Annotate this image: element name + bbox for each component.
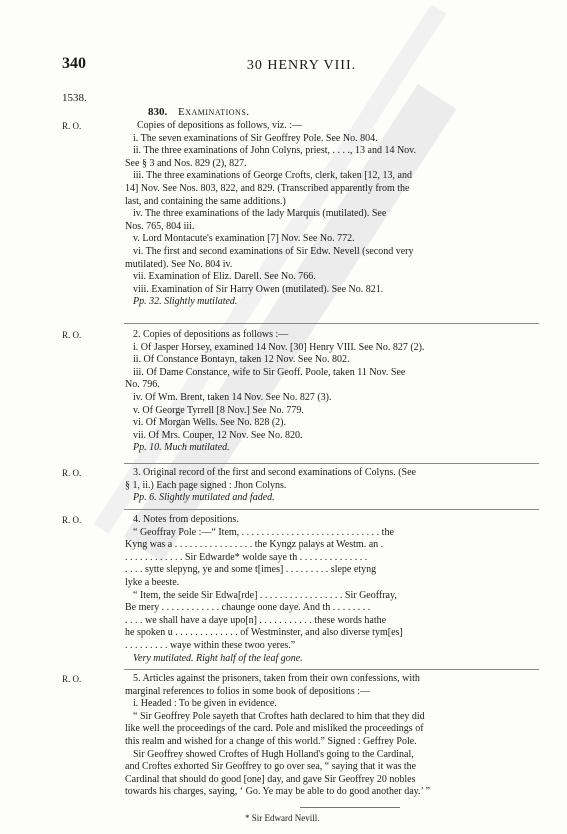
text-line: “ Sir Geoffrey Pole sayeth that Croftes hath declared to him that they did (133, 710, 425, 722)
footnote-rule (300, 807, 400, 808)
text-line: 3. Original record of the first and second examinations of Colyns. (See (133, 467, 416, 478)
text-line: Kyng was a . . . . . . . . . . . . . . . . the Kyngz palays at Westm. an . (125, 539, 384, 551)
text-line: lyke a beeste. (125, 576, 180, 588)
text-line: “ Geoffray Pole :—“ Item, . . . . . . . . . . . . . . . . . . . . . . . . . . . . the (133, 526, 394, 538)
year-label: 1538. (62, 92, 87, 104)
text-line: iii. Of Dame Constance, wife to Sir Geoff. Poole, taken 11 Nov. See (133, 366, 406, 378)
text-line: this realm and wished for a change of this world.” Signed : Geffrey Pole. (125, 735, 417, 747)
text-line: . . . . sytte slepyng, ye and some t[imes] . . . . . . . . . slepe etyng (125, 564, 377, 576)
footnote: * Sir Edward Nevill. (245, 813, 320, 823)
source-label: R. O. (62, 515, 82, 525)
text-line: No. 796. (125, 379, 160, 391)
entry-heading (148, 106, 250, 119)
text-line: . . . . . . . . . . . . Sir Edwarde* wolde saye th . . . . . . . . . . . . . . (125, 551, 368, 563)
text-line: vi. Of Morgan Wells. See No. 828 (2). (133, 417, 286, 429)
section-divider (124, 669, 539, 670)
text-line: Cardinal that should do good [one] day, and gave Sir Geoffrey 20 nobles (125, 773, 416, 785)
text-line: Copies of depositions as follows, viz. :— (137, 120, 302, 131)
source-label: R. O. (62, 330, 82, 340)
text-line: “ Item, the seide Sir Edwa[rde] . . . . . . . . . . . . . . . . . Sir Geoffray, (133, 589, 397, 601)
text-line: 5. Articles against the prisoners, taken from their own confessions, with (133, 673, 420, 684)
text-line: ii. Of Constance Bontayn, taken 12 Nov. See No. 802. (133, 354, 350, 366)
text-line: ii. The three examinations of John Colyns, priest, . . . ., 13 and 14 Nov. (133, 145, 417, 157)
text-line: vi. The first and second examinations of Sir Edw. Nevell (second very (133, 245, 414, 257)
text-line: iv. Of Wm. Brent, taken 14 Nov. See No. 827 (3). (133, 391, 332, 403)
text-line: marginal references to folios in some book of depositions :— (125, 685, 371, 697)
text-line: i. The seven examinations of Sir Geoffrey Pole. See No. 804. (133, 132, 378, 144)
text-line: viii. Examination of Sir Harry Owen (mutilated). See No. 821. (133, 283, 384, 295)
text-line: 14] Nov. See Nos. 803, 822, and 829. (Transcribed apparently from the (125, 182, 410, 194)
text-line: 4. Notes from depositions. (133, 514, 239, 525)
text-line: . . . . we shall have a daye upo[n] . . . . . . . . . . . these words hathe (125, 614, 387, 626)
section-3 (62, 467, 539, 505)
text-line: Be mery . . . . . . . . . . . . chaunge oone daye. And th . . . . . . . . (125, 602, 371, 614)
section-4 (62, 514, 539, 665)
text-line: and Croftes exhorted Sir Geoffrey to go over sea, “ saying that it was the (125, 761, 417, 773)
text-line: Nos. 765, 804 iii. (125, 220, 195, 232)
text-line: See § 3 and Nos. 829 (2), 827. (125, 157, 247, 169)
text-line: v. Lord Montacute's examination [7] Nov. See No. 772. (133, 233, 355, 245)
text-line: Pp. 6. Slightly mutilated and faded. (133, 492, 275, 504)
text-line: vii. Examination of Eliz. Darell. See No. 766. (133, 271, 316, 283)
page-header (62, 55, 541, 78)
section-divider (124, 323, 539, 324)
section-2 (62, 329, 539, 455)
entry-number: 830. (148, 106, 168, 118)
text-line: Pp. 10. Much mutilated. (133, 442, 230, 454)
section-5 (62, 673, 539, 799)
text-line: mutilated). See No. 804 iv. (125, 258, 233, 270)
text-line: i. Of Jasper Horsey, examined 14 Nov. [30] Henry VIII. See No. 827 (2). (133, 341, 425, 353)
text-line: like well the proceedings of the card. Pole and misliked the proceedings of (125, 723, 424, 735)
text-line: Pp. 32. Slightly mutilated. (133, 296, 238, 308)
text-line: § 1, ii.) Each page signed : Jhon Colyns. (125, 479, 287, 491)
text-line: v. Of George Tyrrell [8 Nov.] See No. 779. (133, 404, 304, 416)
source-label: R. O. (62, 121, 82, 131)
text-line: iv. The three examinations of the lady Marquis (mutilated). See (133, 208, 387, 220)
text-line: he spoken u . . . . . . . . . . . . . of Westminster, and also diverse tym[es] (125, 627, 403, 639)
section-divider (124, 463, 539, 464)
text-line: . . . . . . . . . waye within these twoo yeres.” (125, 639, 296, 651)
text-line: towards his charges, saying, ‘ Go. Ye may be able to do good another day.’ ” (125, 786, 431, 798)
section-1 (62, 120, 539, 309)
text-line: Sir Geoffrey showed Croftes of Hugh Holland's going to the Cardinal, (133, 748, 414, 760)
text-line: iii. The three examinations of George Crofts, clerk, taken [12, 13, and (133, 170, 412, 182)
section-divider (124, 509, 539, 510)
running-title: 30 HENRY VIII. (246, 58, 357, 73)
text-line: vii. Of Mrs. Couper, 12 Nov. See No. 820. (133, 429, 303, 441)
entry-title: Examinations. (178, 106, 250, 118)
source-label: R. O. (62, 468, 82, 478)
text-line: 2. Copies of depositions as follows :— (133, 329, 289, 340)
text-line: Very mutilated. Right half of the leaf gone. (133, 652, 303, 664)
text-line: last, and containing the same additions.) (125, 195, 286, 207)
text-line: i. Headed : To be given in evidence. (133, 698, 277, 710)
page-number: 340 (62, 55, 86, 72)
source-label: R. O. (62, 674, 82, 684)
